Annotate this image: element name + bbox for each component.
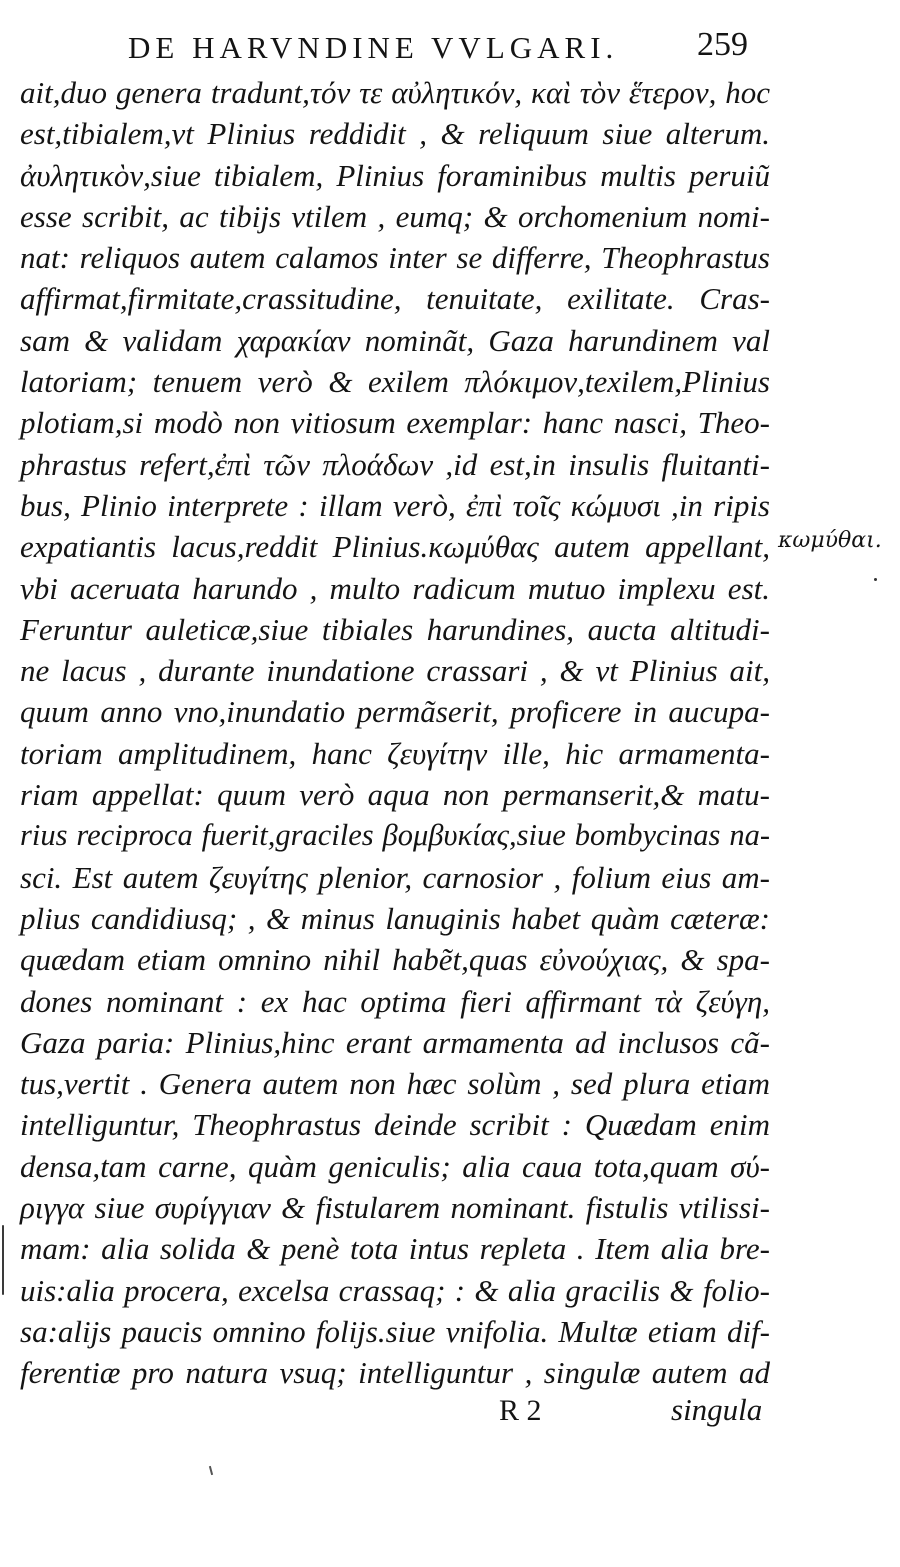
signature-mark: R 2 xyxy=(499,1394,542,1427)
text-line: sam & validam χαρακίαν nominãt, Gaza harundinem val xyxy=(20,322,770,358)
text-line: uis:alia procera, excelsa crassaq; : & alia gracilis & folio- xyxy=(20,1272,770,1308)
text-line: phrastus refert,ἐπὶ τῶν πλοάδων ,id est,in insulis fluitanti- xyxy=(20,446,770,482)
text-line: ne lacus , durante inundatione crassari , & vt Plinius ait, xyxy=(20,653,770,689)
text-line: rius reciproca fuerit,graciles βομβυκίας,siue bombycinas na- xyxy=(20,818,770,853)
text-line: riam appellat: quum verò aqua non permanserit,& matu- xyxy=(20,777,770,813)
text-line: bus, Plinio interprete : illam verò, ἐπὶ τοῖς κώμυσι ,in ripis xyxy=(20,487,770,523)
gutter-mark xyxy=(2,1225,4,1295)
text-line: sa:alijs paucis omnino folijs.siue vnifolia. Multæ etiam dif- xyxy=(20,1313,770,1349)
text-block xyxy=(20,72,770,1394)
text-line: expatiantis lacus,reddit Plinius.κωμύθας autem appellant, xyxy=(20,529,770,565)
text-line: densa,tam carne, quàm geniculis; alia caua tota,quam σύ- xyxy=(20,1148,770,1184)
text-line: est,tibialem,vt Plinius reddidit , & reliquum siue alterum. xyxy=(20,116,770,152)
text-line: sci. Est autem ζευγίτης plenior, carnosior , folium eius am- xyxy=(20,859,770,895)
text-line: ferentiæ pro natura vsuq; intelliguntur , singulæ autem ad xyxy=(20,1355,770,1391)
text-line: intelliguntur, Theophrastus deinde scribit : Quædam enim xyxy=(20,1107,770,1143)
text-line: dones nominant : ex hac optima fieri affirmant τὰ ζεύγη, xyxy=(20,983,770,1019)
margin-speck xyxy=(874,578,877,581)
text-line: latoriam; tenuem verò & exilem πλόκιμον,texilem,Plinius xyxy=(20,364,770,400)
running-head: DE HARVNDINE VVLGARI. xyxy=(128,30,619,65)
text-line: nat: reliquos autem calamos inter se differre, Theophrastus xyxy=(20,240,770,276)
text-line: mam: alia solida & penè tota intus repleta . Item alia bre- xyxy=(20,1231,770,1267)
text-line: toriam amplitudinem, hanc ζευγίτην ille, hic armamenta- xyxy=(20,735,770,771)
text-line: Feruntur auleticæ,siue tibiales harundines, aucta altitudi- xyxy=(20,611,770,647)
text-line: plotiam,si modò non vitiosum exemplar: hanc nasci, Theo- xyxy=(20,405,770,441)
text-line: quædam etiam omnino nihil habẽt,quas εὐνούχιας, & spa- xyxy=(20,942,770,978)
text-line: vbi aceruata harundo , multo radicum mutuo implexu est. xyxy=(20,570,770,606)
text-line: ἀυλητικὸν,siue tibialem, Plinius foraminibus multis peruiũ xyxy=(20,157,770,193)
text-line: quum anno vno,inundatio permãserit, proficere in aucupa- xyxy=(20,694,770,730)
marginal-note: κωμύθαι. xyxy=(778,528,882,553)
text-line: ριγγα siue συρίγγιαν & fistularem nominant. fistulis vtilissi- xyxy=(20,1190,770,1226)
text-line: Gaza paria: Plinius,hinc erant armamenta ad inclusos cã- xyxy=(20,1024,770,1060)
page-number: 259 xyxy=(697,26,748,63)
text-line: tus,vertit . Genera autem non hæc solùm , sed plura etiam xyxy=(20,1066,770,1102)
catchword: singula xyxy=(671,1392,763,1427)
text-line: affirmat,firmitate,crassitudine, tenuitate, exilitate. Cras- xyxy=(20,281,770,317)
text-line: ait,duo genera tradunt,τόν τε αὐλητικόν, καὶ τὸν ἕτερον, hoc xyxy=(20,75,770,110)
text-line: plius candidiusq; , & minus lanuginis habet quàm cæteræ: xyxy=(20,900,770,936)
ink-speck xyxy=(209,1466,213,1475)
text-line: esse scribit, ac tibijs vtilem , eumq; & orchomenium nomi- xyxy=(20,198,770,234)
